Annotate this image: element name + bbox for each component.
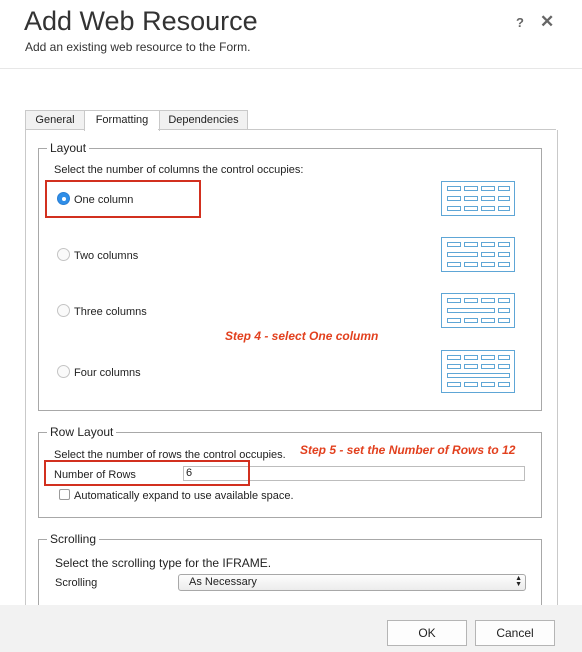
tab-general[interactable]: General [25,110,85,130]
one-column-label[interactable]: One column [74,194,134,206]
step4-annotation: Step 4 - select One column [225,329,379,343]
scrolling-instruction: Select the scrolling type for the IFRAME. [55,556,272,570]
four-columns-layout-icon [441,350,515,393]
scrolling-label: Scrolling [55,577,98,589]
row-layout-legend: Row Layout [50,425,114,439]
auto-expand-label[interactable]: Automatically expand to use available space. [74,490,294,502]
close-icon[interactable]: ✕ [540,12,555,31]
header-divider [0,68,582,69]
three-columns-label[interactable]: Three columns [74,306,147,318]
scrolling-select-value: As Necessary [189,576,257,588]
rows-label: Number of Rows [54,469,136,481]
scrolling-legend: Scrolling [50,532,97,546]
tab-formatting[interactable]: Formatting [84,110,160,131]
scrolling-select[interactable] [178,574,526,591]
radio-four-columns[interactable] [57,365,70,378]
row-layout-instruction: Select the number of rows the control occupies. [54,449,286,461]
dialog-title: Add Web Resource [24,6,258,36]
dialog-subtitle: Add an existing web resource to the Form. [25,40,251,54]
radio-three-columns[interactable] [57,304,70,317]
one-column-layout-icon [441,181,515,216]
radio-one-column[interactable] [57,192,70,205]
radio-two-columns[interactable] [57,248,70,261]
help-icon[interactable]: ? [516,15,524,30]
ok-button[interactable]: OK [387,620,467,646]
auto-expand-checkbox[interactable] [59,489,70,500]
step5-annotation: Step 5 - set the Number of Rows to 12 [300,443,516,457]
cancel-button[interactable]: Cancel [475,620,555,646]
scrolling-group [38,532,542,608]
layout-instruction: Select the number of columns the control occupies: [54,164,304,176]
tab-dependencies[interactable]: Dependencies [159,110,248,130]
two-columns-label[interactable]: Two columns [74,250,139,262]
select-arrows-icon: ▲ ▼ [515,575,522,588]
three-columns-layout-icon [441,293,515,328]
two-columns-layout-icon [441,237,515,272]
rows-callout [44,460,250,486]
rows-input[interactable]: 6 [183,466,525,481]
layout-legend: Layout [50,141,87,155]
dialog-footer [0,605,582,652]
four-columns-label[interactable]: Four columns [74,367,141,379]
